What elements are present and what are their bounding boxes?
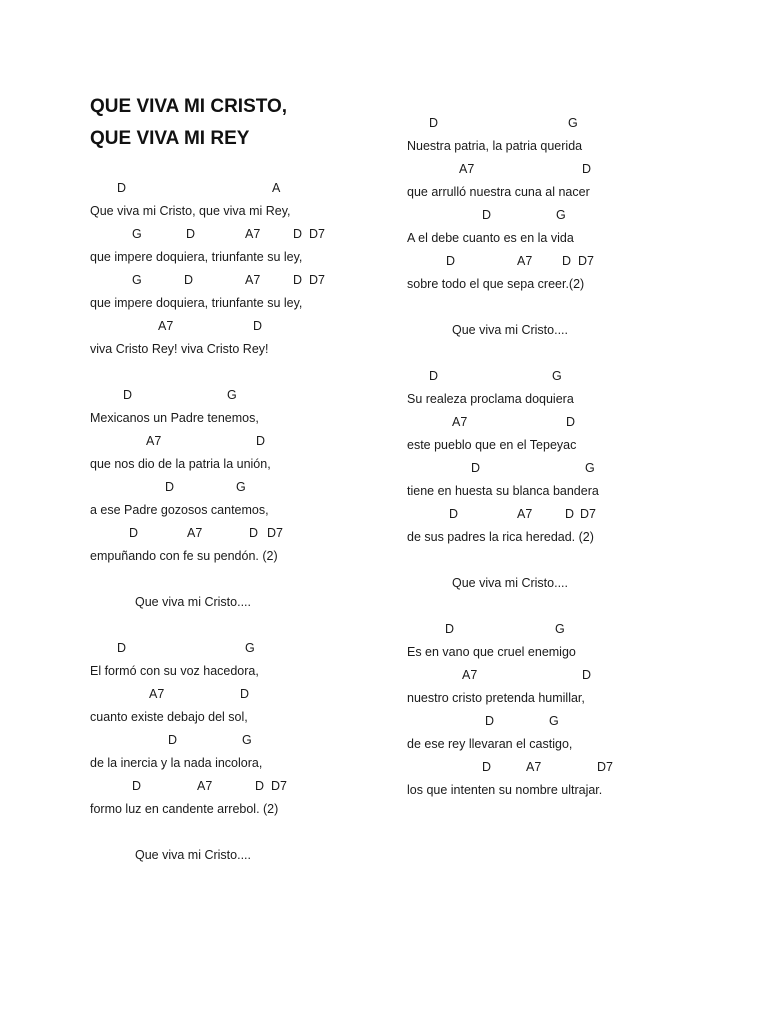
chorus-reference: Que viva mi Cristo.... xyxy=(452,323,568,337)
lyric-line xyxy=(407,388,747,411)
chord-d: D xyxy=(256,434,266,448)
lyric-text: Mexicanos un Padre tenemos, xyxy=(90,411,259,425)
lyric-line xyxy=(90,453,430,476)
lyric-text: Es en vano que cruel enemigo xyxy=(407,645,576,659)
chord-a7: A7 xyxy=(245,273,261,287)
chord-line xyxy=(90,637,430,660)
lyric-line xyxy=(90,706,430,729)
chord-line xyxy=(90,522,430,545)
chord-d: D xyxy=(255,779,265,793)
chord-d7: D7 xyxy=(578,254,594,268)
blank-line xyxy=(90,614,430,637)
chord-line xyxy=(407,710,747,733)
title-line-1: QUE VIVA MI CRISTO, xyxy=(90,96,288,117)
chord-d: D xyxy=(565,507,575,521)
chord-line xyxy=(90,223,430,246)
chord-line xyxy=(407,457,747,480)
chord-g: G xyxy=(227,388,237,402)
blank-line xyxy=(407,595,747,618)
lyric-line xyxy=(407,181,747,204)
chord-g: G xyxy=(549,714,559,728)
lyric-text: este pueblo que en el Tepeyac xyxy=(407,438,577,452)
lyric-line xyxy=(90,545,430,568)
lyric-text: que impere doquiera, triunfante su ley, xyxy=(90,296,303,310)
chord-a7: A7 xyxy=(526,760,542,774)
lyric-text: de la inercia y la nada incolora, xyxy=(90,756,263,770)
chord-line xyxy=(407,664,747,687)
chord-a7: A7 xyxy=(158,319,174,333)
chord-a: A xyxy=(272,181,281,195)
chord-a7: A7 xyxy=(197,779,213,793)
chorus-reference: Que viva mi Cristo.... xyxy=(135,848,251,862)
chord-a7: A7 xyxy=(146,434,162,448)
chorus-reference: Que viva mi Cristo.... xyxy=(135,595,251,609)
chord-line xyxy=(90,775,430,798)
chord-line xyxy=(90,315,430,338)
chord-line xyxy=(407,112,747,135)
lyric-text: cuanto existe debajo del sol, xyxy=(90,710,248,724)
chord-d: D xyxy=(168,733,178,747)
lyric-text: Nuestra patria, la patria querida xyxy=(407,139,583,153)
lyric-text: que arrulló nuestra cuna al nacer xyxy=(407,185,590,199)
chord-d: D xyxy=(117,181,127,195)
lyric-text: sobre todo el que sepa creer.(2) xyxy=(407,277,585,291)
lyric-line xyxy=(407,641,747,664)
chord-d: D xyxy=(123,388,133,402)
lyric-text: que nos dio de la patria la unión, xyxy=(90,457,271,471)
lyric-line xyxy=(407,687,747,710)
chord-line xyxy=(90,177,430,200)
chord-d: D xyxy=(249,526,259,540)
lyric-line xyxy=(90,407,430,430)
chord-d: D xyxy=(240,687,250,701)
title-line-2: QUE VIVA MI REY xyxy=(90,128,250,149)
lyric-text: empuñando con fe su pendón. (2) xyxy=(90,549,278,563)
chord-a7: A7 xyxy=(149,687,165,701)
chord-d: D xyxy=(485,714,495,728)
chord-d: D xyxy=(429,369,439,383)
chord-d: D xyxy=(482,760,492,774)
chord-d: D xyxy=(186,227,196,241)
chord-line xyxy=(407,411,747,434)
chord-g: G xyxy=(568,116,578,130)
lyric-line xyxy=(407,135,747,158)
chord-line xyxy=(90,729,430,752)
chord-a7: A7 xyxy=(459,162,475,176)
left-column xyxy=(90,177,430,867)
blank-line xyxy=(90,361,430,384)
lyric-text: a ese Padre gozosos cantemos, xyxy=(90,503,269,517)
chord-d7: D7 xyxy=(309,273,325,287)
chord-line xyxy=(407,756,747,779)
lyric-text: de sus padres la rica heredad. (2) xyxy=(407,530,594,544)
chord-a7: A7 xyxy=(517,507,533,521)
chord-line xyxy=(90,476,430,499)
chord-line xyxy=(90,683,430,706)
chord-d: D xyxy=(165,480,175,494)
chord-d: D xyxy=(562,254,572,268)
lyric-line xyxy=(90,292,430,315)
chord-d: D xyxy=(132,779,142,793)
chord-d: D xyxy=(582,668,592,682)
blank-line xyxy=(407,342,747,365)
chord-line xyxy=(407,365,747,388)
lyric-line xyxy=(90,338,430,361)
chord-d7: D7 xyxy=(267,526,283,540)
lyric-text: de ese rey llevaran el castigo, xyxy=(407,737,573,751)
lyric-line xyxy=(90,246,430,269)
chord-d: D xyxy=(446,254,456,268)
chord-g: G xyxy=(236,480,246,494)
lyric-text: A el debe cuanto es en la vida xyxy=(407,231,574,245)
chord-d: D xyxy=(253,319,263,333)
lyric-text: formo luz en candente arrebol. (2) xyxy=(90,802,279,816)
chord-d: D xyxy=(445,622,455,636)
lyric-text: El formó con su voz hacedora, xyxy=(90,664,259,678)
chord-d: D xyxy=(582,162,592,176)
blank-line xyxy=(90,568,430,591)
chord-g: G xyxy=(132,273,142,287)
lyric-line xyxy=(90,660,430,683)
chord-g: G xyxy=(552,369,562,383)
chord-line xyxy=(90,430,430,453)
chord-line xyxy=(407,204,747,227)
lyric-text: nuestro cristo pretenda humillar, xyxy=(407,691,585,705)
lyric-line xyxy=(90,499,430,522)
chord-d: D xyxy=(429,116,439,130)
chord-d7: D7 xyxy=(271,779,287,793)
chord-line xyxy=(407,503,747,526)
chord-g: G xyxy=(242,733,252,747)
chord-d: D xyxy=(482,208,492,222)
blank-line xyxy=(90,821,430,844)
chord-g: G xyxy=(556,208,566,222)
lyric-line xyxy=(407,526,747,549)
chord-d: D xyxy=(293,227,303,241)
chord-line xyxy=(407,158,747,181)
chord-g: G xyxy=(132,227,142,241)
right-column xyxy=(407,112,747,802)
chord-line xyxy=(407,618,747,641)
chord-d7: D7 xyxy=(580,507,596,521)
chord-d: D xyxy=(566,415,576,429)
lyric-text: que impere doquiera, triunfante su ley, xyxy=(90,250,303,264)
lyric-line xyxy=(90,200,430,223)
chord-g: G xyxy=(585,461,595,475)
chord-a7: A7 xyxy=(517,254,533,268)
chord-a7: A7 xyxy=(462,668,478,682)
chord-a7: A7 xyxy=(452,415,468,429)
lyric-line xyxy=(90,752,430,775)
chord-d: D xyxy=(184,273,194,287)
chord-g: G xyxy=(245,641,255,655)
chord-line xyxy=(90,384,430,407)
chord-d: D xyxy=(471,461,481,475)
chord-line xyxy=(407,250,747,273)
chord-d7: D7 xyxy=(597,760,613,774)
chord-d: D xyxy=(449,507,459,521)
lyric-line xyxy=(407,733,747,756)
chord-a7: A7 xyxy=(245,227,261,241)
chord-line xyxy=(90,269,430,292)
lyric-text: viva Cristo Rey! viva Cristo Rey! xyxy=(90,342,269,356)
lyric-line xyxy=(407,273,747,296)
blank-line xyxy=(407,296,747,319)
chord-a7: A7 xyxy=(187,526,203,540)
chord-g: G xyxy=(555,622,565,636)
lyric-line xyxy=(90,798,430,821)
lyric-line xyxy=(407,480,747,503)
lyric-text: Su realeza proclama doquiera xyxy=(407,392,574,406)
chorus-reference: Que viva mi Cristo.... xyxy=(452,576,568,590)
chord-d7: D7 xyxy=(309,227,325,241)
lyric-text: tiene en huesta su blanca bandera xyxy=(407,484,599,498)
lyric-line xyxy=(407,227,747,250)
lyric-line xyxy=(407,434,747,457)
lyric-text: Que viva mi Cristo, que viva mi Rey, xyxy=(90,204,291,218)
page-title xyxy=(90,91,287,155)
lyric-text: los que intenten su nombre ultrajar. xyxy=(407,783,603,797)
chord-d: D xyxy=(129,526,139,540)
lyric-line xyxy=(407,779,747,802)
chord-d: D xyxy=(293,273,303,287)
chord-d: D xyxy=(117,641,127,655)
blank-line xyxy=(407,549,747,572)
